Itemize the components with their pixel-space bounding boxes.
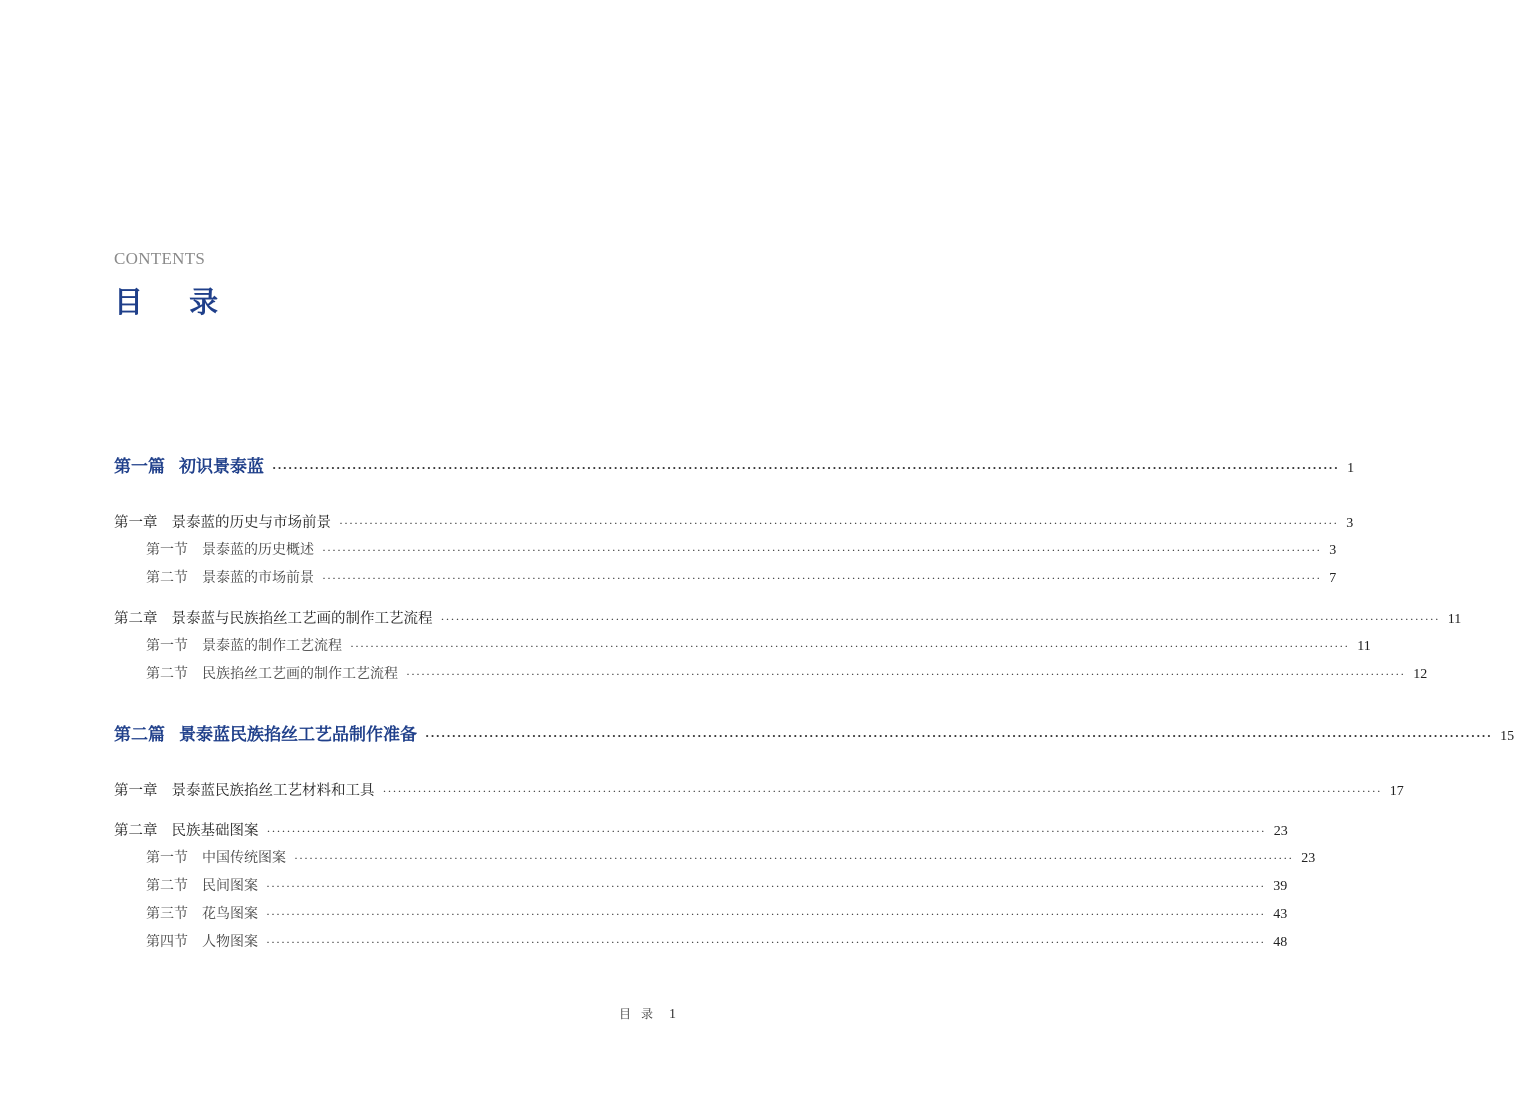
toc-entry-number: 第一篇 (114, 457, 165, 477)
toc-entry-number: 第二节 (146, 878, 188, 894)
toc-entry-number: 第二节 (146, 666, 188, 682)
toc-entry-number: 第一章 (114, 515, 158, 531)
leader-dots: ········································································································································································································ (266, 879, 1266, 893)
toc-entry-page: 3 (1346, 516, 1354, 531)
leader-dots: ········································································································································································································ (382, 784, 1382, 798)
page-title: 目 录 (114, 285, 237, 319)
toc-entry-number: 第三节 (146, 906, 188, 922)
leader-dots: ········································································································································································································ (406, 667, 1406, 681)
running-title: 目录 (618, 1007, 663, 1021)
toc-entry-title: 景泰蓝的制作工艺流程 (202, 638, 342, 654)
toc-entry-title: 民族基础图案 (171, 823, 259, 839)
toc-entry-section-1-2-2[interactable] (146, 663, 1428, 683)
toc-entry-page: 43 (1273, 907, 1288, 922)
toc-entry-page: 39 (1273, 879, 1288, 894)
toc-entry-title: 民族掐丝工艺画的制作工艺流程 (202, 666, 398, 682)
leader-dots: ········································································································································································································ (339, 516, 1339, 530)
toc-entry-page: 7 (1329, 571, 1337, 586)
toc-entry-section-2-2-2[interactable] (146, 875, 1288, 895)
page-number: 1 (669, 1007, 676, 1022)
leader-dots: ········································································································································································································ (322, 571, 1322, 585)
toc-entry-title: 花鸟图案 (202, 906, 258, 922)
toc-entry-page: 11 (1357, 639, 1371, 654)
toc-entry-page: 3 (1329, 543, 1337, 558)
toc-entry-title: 景泰蓝的历史概述 (202, 542, 314, 558)
toc-entry-chapter-1-1[interactable] (114, 511, 1354, 532)
toc-entry-page: 12 (1413, 667, 1428, 682)
toc-entry-part-1[interactable] (114, 452, 1355, 477)
toc-entry-page: 1 (1347, 461, 1355, 476)
leader-dots: ········································································································································································································ (272, 460, 1340, 475)
toc-entry-title: 景泰蓝的市场前景 (202, 570, 314, 586)
toc-entry-section-1-1-2[interactable] (146, 567, 1337, 587)
toc-entry-title: 景泰蓝民族掐丝工艺材料和工具 (171, 783, 375, 799)
toc-entry-number: 第二章 (114, 823, 158, 839)
toc-entry-page: 48 (1273, 935, 1288, 950)
toc-entry-number: 第二章 (114, 611, 158, 627)
toc-entry-page: 17 (1389, 784, 1404, 799)
toc-entry-title: 景泰蓝与民族掐丝工艺画的制作工艺流程 (171, 611, 433, 627)
toc-entry-page: 23 (1273, 824, 1288, 839)
toc-entry-title: 景泰蓝的历史与市场前景 (171, 515, 331, 531)
toc-entry-title: 景泰蓝民族掐丝工艺品制作准备 (179, 725, 417, 745)
leader-dots: ········································································································································································································ (322, 543, 1322, 557)
leader-dots: ········································································································································································································ (266, 907, 1266, 921)
contents-label: CONTENTS (114, 249, 206, 268)
toc-entry-page: 15 (1500, 729, 1514, 744)
leader-dots: ········································································································································································································ (266, 824, 1266, 838)
toc-entry-number: 第一节 (146, 542, 188, 558)
toc-entry-chapter-2-2[interactable] (114, 819, 1288, 840)
toc-entry-section-2-2-1[interactable] (146, 847, 1316, 867)
toc-entry-number: 第一章 (114, 783, 158, 799)
toc-entry-number: 第四节 (146, 934, 188, 950)
toc-entry-section-1-2-1[interactable] (146, 635, 1371, 655)
toc-entry-section-2-2-3[interactable] (146, 903, 1288, 923)
toc-entry-title: 民间图案 (202, 878, 258, 894)
toc-entry-number: 第二节 (146, 570, 188, 586)
toc-entry-section-1-1-1[interactable] (146, 539, 1337, 559)
leader-dots: ········································································································································································································ (425, 728, 1493, 743)
toc-entry-page: 11 (1447, 612, 1462, 627)
toc-entry-part-2[interactable] (114, 720, 1514, 745)
toc-entry-title: 人物图案 (202, 934, 258, 950)
toc-entry-title: 中国传统图案 (202, 850, 286, 866)
leader-dots: ········································································································································································································ (266, 935, 1266, 949)
toc-entry-page: 23 (1301, 851, 1316, 866)
leader-dots: ········································································································································································································ (440, 612, 1440, 626)
toc-entry-number: 第二篇 (114, 725, 165, 745)
toc-entry-chapter-2-1[interactable] (114, 779, 1404, 800)
toc-entry-title: 初识景泰蓝 (179, 457, 264, 477)
toc-entry-number: 第一节 (146, 850, 188, 866)
page-footer (619, 1005, 676, 1023)
leader-dots: ········································································································································································································ (350, 639, 1350, 653)
toc-entry-chapter-1-2[interactable] (114, 607, 1462, 628)
toc-entry-section-2-2-4[interactable] (146, 931, 1288, 951)
toc-entry-number: 第一节 (146, 638, 188, 654)
leader-dots: ········································································································································································································ (294, 851, 1294, 865)
